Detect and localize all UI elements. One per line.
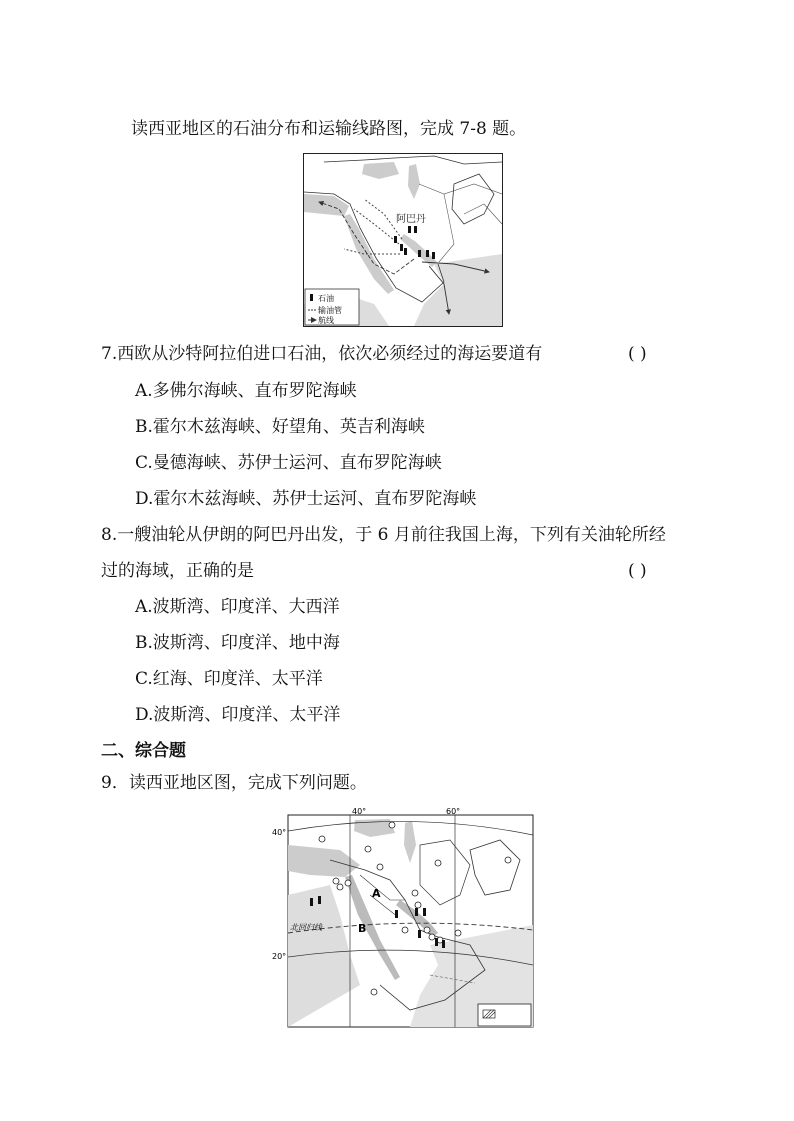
q7-stem: 7.西欧从沙特阿拉伯进口石油，依次必须经过的海运要道有 <box>101 344 543 364</box>
legend-oil: 石油 <box>318 294 334 303</box>
lat-label-40: 40° <box>272 828 287 837</box>
q7-option-a: A.多佛尔海峡、直布罗陀海峡 <box>135 381 357 401</box>
q8-answer-paren: ( ) <box>628 561 647 581</box>
q9-stem: 9．读西亚地区图，完成下列问题。 <box>101 773 367 793</box>
q8-option-d: D.波斯湾、印度洋、太平洋 <box>135 705 341 725</box>
q7-answer-paren: ( ) <box>628 344 647 364</box>
lon-label-60: 60° <box>446 807 461 816</box>
lon-label-40: 40° <box>352 807 367 816</box>
q7-option-c: C.曼德海峡、苏伊士运河、直布罗陀海峡 <box>135 453 442 473</box>
section-title: 二、综合题 <box>101 741 186 761</box>
q7-option-b: B.霍尔木兹海峡、好望角、英吉利海峡 <box>135 417 425 437</box>
q8-option-c: C.红海、印度洋、太平洋 <box>135 669 323 689</box>
region-label-a: A <box>372 887 381 900</box>
place-label-abadan: 阿巴丹 <box>396 214 426 225</box>
q8-option-a: A.波斯湾、印度洋、大西洋 <box>135 597 340 617</box>
map-west-asia-region <box>270 805 540 1030</box>
intro-text: 读西亚地区的石油分布和运输线路图，完成 7-8 题。 <box>131 119 527 139</box>
tropic-label: 北回归线 <box>290 923 322 932</box>
q8-stem-line2: 过的海域，正确的是 <box>101 561 254 581</box>
q7-option-d: D.霍尔木兹海峡、苏伊士运河、直布罗陀海峡 <box>135 489 477 509</box>
q8-stem-line1: 8.一艘油轮从伊朗的阿巴丹出发，于 6 月前往我国上海，下列有关油轮所经 <box>101 525 666 545</box>
legend-pipeline: 输油管 <box>318 306 342 315</box>
map-west-asia-oil <box>303 153 503 327</box>
oil-icon <box>310 294 313 301</box>
lat-label-20: 20° <box>272 952 287 961</box>
legend-route: 航线 <box>318 316 334 325</box>
map1-svg <box>304 154 502 326</box>
q8-option-b: B.波斯湾、印度洋、地中海 <box>135 633 340 653</box>
region-label-b: B <box>358 922 367 935</box>
